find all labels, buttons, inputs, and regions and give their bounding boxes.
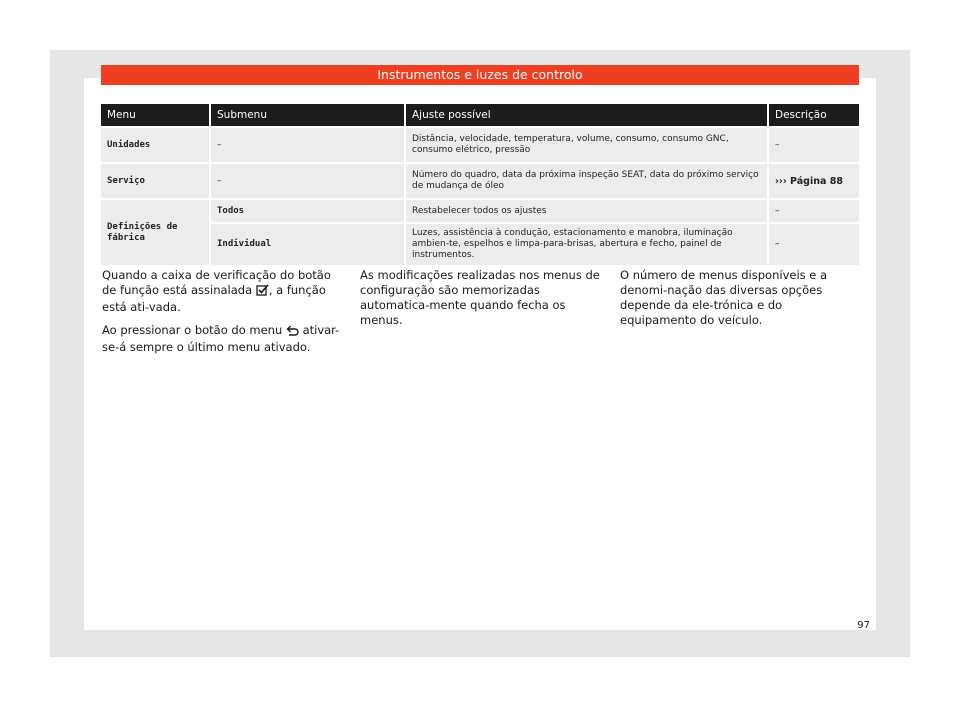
paragraph: O número de menus disponíveis e a denomi-nação das diversas opções depende da ele-trónica e do equipamento do veículo. — [620, 268, 828, 327]
cell-menu: Serviço — [101, 164, 211, 198]
page-reference-link[interactable]: ››› Página 88 — [769, 164, 859, 198]
settings-menu-table — [101, 102, 859, 267]
column-header-setting: Ajuste possível — [406, 104, 769, 126]
cell-setting: Número do quadro, data da próxima inspeção SEAT, data do próximo serviço de mudança de óleo — [406, 164, 769, 198]
text-column-1 — [102, 268, 342, 363]
paragraph: Quando a caixa de verificação do botão de função está assinalada , a função está ati-vada. — [102, 268, 331, 314]
table-row — [101, 128, 859, 162]
cell-submenu: Individual — [211, 224, 406, 265]
text-column-2 — [360, 268, 600, 336]
column-header-submenu: Submenu — [211, 104, 406, 126]
cell-menu: Definições de fábrica — [101, 200, 211, 265]
cell-description: – — [769, 128, 859, 162]
column-header-menu: Menu — [101, 104, 211, 126]
column-header-description: Descrição — [769, 104, 859, 126]
cell-submenu: – — [211, 164, 406, 198]
paragraph: Ao pressionar o botão do menu ativar-se-á sempre o último menu ativado. — [102, 323, 340, 354]
return-arrow-icon — [286, 325, 299, 340]
cell-setting: Distância, velocidade, temperatura, volume, consumo, consumo GNC, consumo elétrico, pressão — [406, 128, 769, 162]
cell-submenu: – — [211, 128, 406, 162]
table-row — [101, 164, 859, 198]
table-row — [101, 224, 859, 265]
chapter-title: Instrumentos e luzes de controlo — [101, 65, 859, 85]
cell-submenu: Todos — [211, 200, 406, 222]
table-header-row — [101, 104, 859, 126]
text-column-3 — [620, 268, 860, 336]
cell-setting: Restabelecer todos os ajustes — [406, 200, 769, 222]
paragraph: As modificações realizadas nos menus de configuração são memorizadas automatica-mente quando fecha os menus. — [360, 268, 600, 327]
cell-menu: Unidades — [101, 128, 211, 162]
page-number: 97 — [857, 620, 870, 631]
cell-description: – — [769, 200, 859, 222]
table-row — [101, 200, 859, 222]
checkbox-checked-icon — [256, 284, 269, 300]
cell-description: – — [769, 224, 859, 265]
cell-setting: Luzes, assistência à condução, estacionamento e manobra, iluminação ambien-te, espelhos e limpa-para-brisas, abertura e fecho, painel de instrumentos. — [406, 224, 769, 265]
